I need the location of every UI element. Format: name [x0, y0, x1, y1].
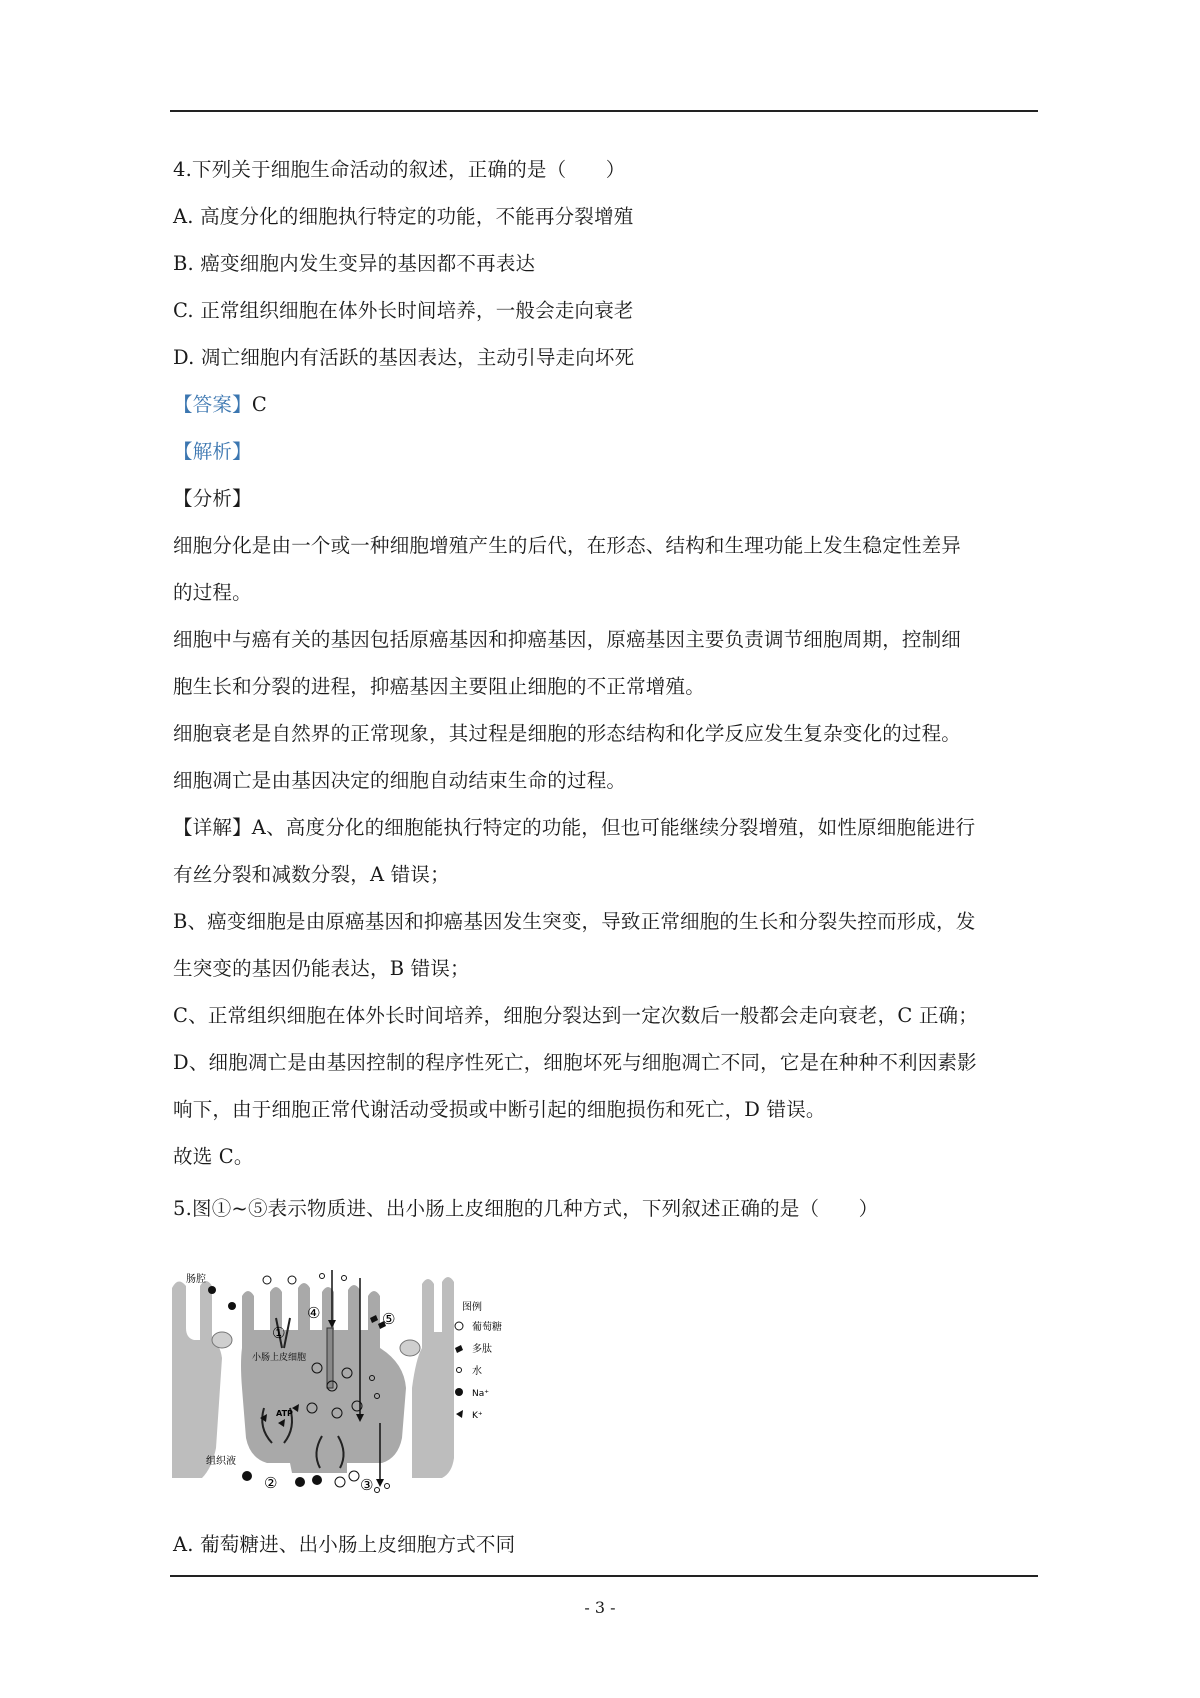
header-rule [170, 110, 1038, 112]
question-4-stem: 4.下列关于细胞生命活动的叙述，正确的是（ ） [173, 158, 626, 181]
legend-glucose: 葡萄糖 [472, 1322, 502, 1333]
intestinal-cell-figure [172, 1268, 512, 1500]
analysis-line-6: 细胞凋亡是由基因决定的细胞自动结束生命的过程。 [173, 769, 627, 792]
tissue-fluid-label: 组织液 [206, 1456, 236, 1467]
legend-na: Na⁺ [472, 1389, 489, 1399]
analysis-line-2: 的过程。 [173, 581, 252, 604]
atp-label: ATP [276, 1409, 293, 1418]
q5-option-a: A. 葡萄糖进、出小肠上皮细胞方式不同 [173, 1533, 516, 1556]
legend-k: K⁺ [472, 1411, 483, 1421]
analysis-tag: 【解析】 [173, 440, 252, 463]
q4-option-a: A. 高度分化的细胞执行特定的功能，不能再分裂增殖 [173, 205, 634, 228]
analysis-line-3: 细胞中与癌有关的基因包括原癌基因和抑癌基因，原癌基因主要负责调节细胞周期，控制细 [173, 628, 962, 651]
detail-line-8: 故选 C。 [173, 1145, 254, 1168]
marker-3: ③ [360, 1476, 374, 1494]
detail-line-6: D、细胞凋亡是由基因控制的程序性死亡，细胞坏死与细胞凋亡不同，它是在种种不利因素影 [173, 1051, 977, 1074]
tight-junction-left [212, 1332, 232, 1348]
analysis-line-5: 细胞衰老是自然界的正常现象，其过程是细胞的形态结构和化学反应发生复杂变化的过程。 [173, 722, 962, 745]
cell-label: 小肠上皮细胞 [252, 1353, 307, 1363]
marker-1: ① [272, 1324, 286, 1342]
q4-option-b: B. 癌变细胞内发生变异的基因都不再表达 [173, 252, 536, 275]
page-number: - 3 - [584, 1598, 616, 1617]
footer-rule [170, 1575, 1038, 1577]
marker-5: ⑤ [382, 1310, 396, 1328]
detail-line-7: 响下，由于细胞正常代谢活动受损或中断引起的细胞损伤和死亡，D 错误。 [173, 1098, 826, 1121]
right-neighbor-cell [412, 1277, 454, 1478]
legend-peptide: 多肽 [472, 1344, 492, 1355]
channel-4 [327, 1328, 333, 1388]
q4-answer [173, 392, 267, 418]
answer-value: C [251, 393, 267, 416]
detail-line-4: 生突变的基因仍能表达，B 错误； [173, 957, 470, 980]
left-neighbor-cell [172, 1281, 222, 1478]
q4-option-c: C. 正常组织细胞在体外长时间培养，一般会走向衰老 [173, 299, 634, 322]
q4-option-d: D. 凋亡细胞内有活跃的基因表达，主动引导走向坏死 [173, 346, 635, 369]
legend-water: 水 [472, 1366, 482, 1377]
analysis-line-1: 细胞分化是由一个或一种细胞增殖产生的后代，在形态、结构和生理功能上发生稳定性差异 [173, 534, 962, 557]
marker-4: ④ [307, 1304, 321, 1322]
tight-junction-right [400, 1340, 420, 1356]
lumen-label: 肠腔 [186, 1274, 206, 1285]
detail-line-3: B、癌变细胞是由原癌基因和抑癌基因发生突变，导致正常细胞的生长和分裂失控而形成，发 [173, 910, 976, 933]
fenxi-tag: 【分析】 [173, 487, 252, 510]
marker-2: ② [264, 1474, 278, 1492]
question-5-stem: 5.图①~⑤表示物质进、出小肠上皮细胞的几种方式，下列叙述正确的是（ ） [173, 1197, 879, 1220]
analysis-line-4: 胞生长和分裂的进程，抑癌基因主要阻止细胞的不正常增殖。 [173, 675, 705, 698]
legend-title: 图例 [462, 1302, 482, 1313]
answer-tag: 【答案】 [173, 393, 252, 416]
detail-line-1: 【详解】A、高度分化的细胞能执行特定的功能，但也可能继续分裂增殖，如性原细胞能进行 [173, 816, 976, 839]
detail-line-5: C、正常组织细胞在体外长时间培养，细胞分裂达到一定次数后一般都会走向衰老，C 正确； [173, 1004, 978, 1027]
detail-line-2: 有丝分裂和减数分裂，A 错误； [173, 863, 450, 886]
